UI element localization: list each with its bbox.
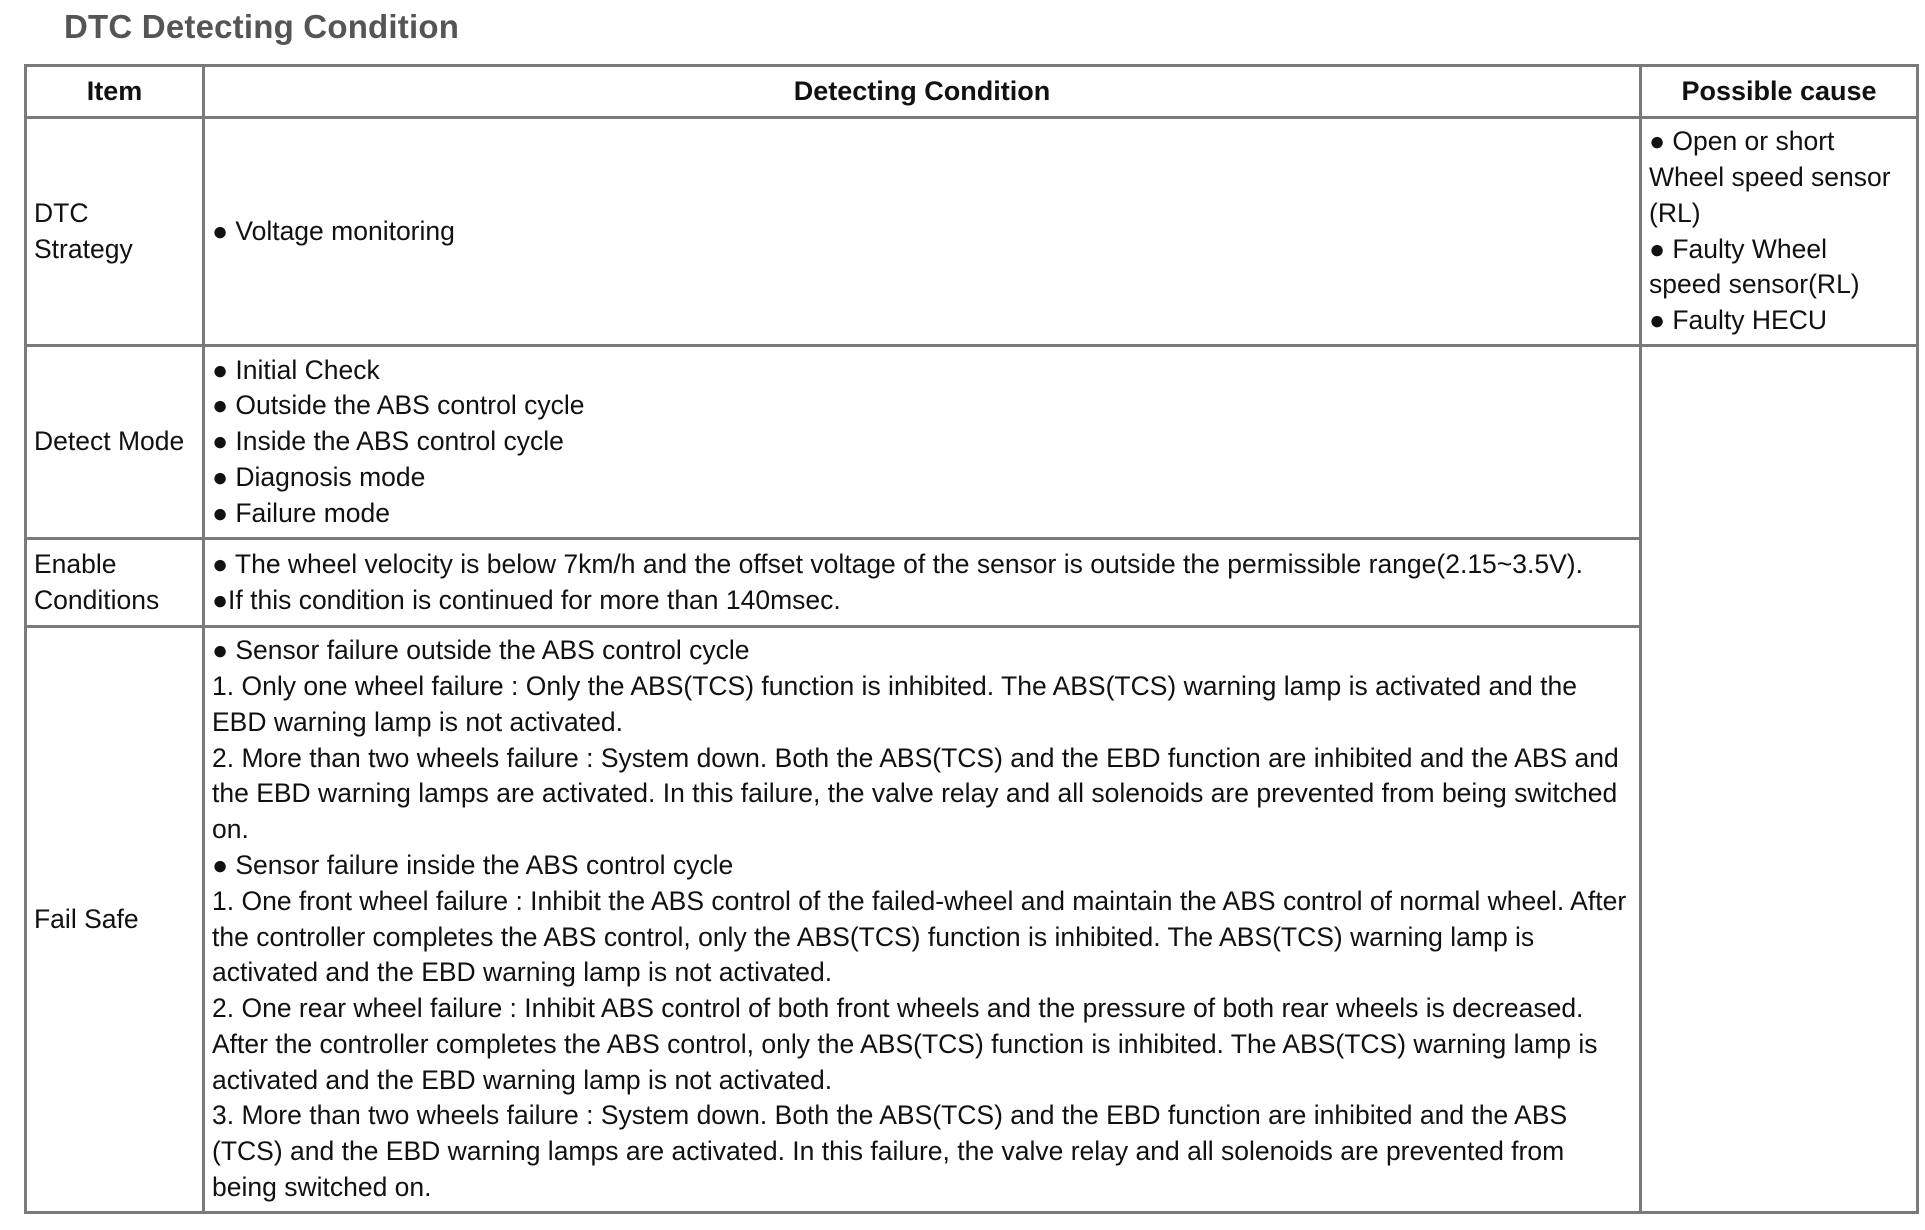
fail-safe-paragraph: 2. One rear wheel failure : Inhibit ABS control of both front wheels and the pressure of both rear wheels is decreased. After the controller completes the ABS control, only the ABS(TCS) function is inhibited. The ABS(TCS) warning lamp is activated and the EBD warning lamp is not activated. <box>212 993 1598 1095</box>
condition-bullet: ● Failure mode <box>212 497 391 528</box>
table-row-detect-mode <box>26 346 1918 539</box>
cause-line: (RL) <box>1649 197 1701 228</box>
fail-safe-paragraph: 1. Only one wheel failure : Only the ABS(TCS) function is inhibited. The ABS(TCS) warning lamp is activated and the EBD warning lamp is not activated. <box>212 670 1577 737</box>
item-label-line: Conditions <box>34 584 160 615</box>
condition-bullet: ● The wheel velocity is below 7km/h and the offset voltage of the sensor is outside the permissible range(2.15~3.5V). <box>212 548 1583 579</box>
possible-cause-empty-cell <box>1641 346 1918 1213</box>
fail-safe-paragraph: 1. One front wheel failure : Inhibit the ABS control of the failed-wheel and maintain the ABS control of normal wheel. After the controller completes the ABS control, only the ABS(TCS) function is inhibited. The ABS(TCS) warning lamp is activated and the EBD warning lamp is not activated. <box>212 885 1627 988</box>
header-possible-cause: Possible cause <box>1641 66 1918 118</box>
cause-line: ● Open or short <box>1649 126 1835 157</box>
cause-line: ● Faulty Wheel <box>1649 233 1828 264</box>
condition-bullet: ● Voltage monitoring <box>212 215 455 246</box>
item-cell-dtc-strategy <box>26 118 204 346</box>
dtc-condition-table <box>24 64 1919 1214</box>
condition-cell-dtc-strategy <box>204 118 1641 346</box>
condition-cell-detect-mode <box>204 346 1641 539</box>
item-label-line: Strategy <box>34 233 133 264</box>
item-cell-fail-safe <box>26 627 204 1213</box>
fail-safe-paragraph: ● Sensor failure outside the ABS control cycle <box>212 635 750 666</box>
item-label-line: Enable <box>34 548 117 579</box>
table-row-enable-conditions <box>26 539 1918 627</box>
item-label-line: DTC <box>34 197 89 228</box>
possible-cause-cell <box>1641 118 1918 346</box>
page-title: DTC Detecting Condition <box>64 8 460 45</box>
condition-cell-fail-safe <box>204 627 1641 1213</box>
item-cell-detect-mode <box>26 346 204 539</box>
cause-line: speed sensor(RL) <box>1649 269 1860 300</box>
cause-line: ● Faulty HECU <box>1649 305 1827 336</box>
item-label-line: Fail Safe <box>34 903 139 934</box>
fail-safe-paragraph: 2. More than two wheels failure : System down. Both the ABS(TCS) and the EBD function are inhibited and the ABS and the EBD warning lamps are activated. In this failure, the valve relay and all solenoids are prevented from being switched on. <box>212 742 1619 845</box>
condition-cell-enable-conditions <box>204 539 1641 627</box>
header-detecting-condition: Detecting Condition <box>204 66 1641 118</box>
fail-safe-paragraph: 3. More than two wheels failure : System down. Both the ABS(TCS) and the EBD function are inhibited and the ABS (TCS) and the EBD warning lamps are activated. In this failure, the valve relay and all solenoids are prevented from being switched on. <box>212 1100 1568 1203</box>
condition-bullet: ● Inside the ABS control cycle <box>212 426 564 457</box>
cause-line: Wheel speed sensor <box>1649 161 1891 192</box>
header-item: Item <box>26 66 204 118</box>
table-row-dtc-strategy <box>26 118 1918 346</box>
item-cell-enable-conditions <box>26 539 204 627</box>
table-header-row <box>26 66 1918 118</box>
fail-safe-paragraph: ● Sensor failure inside the ABS control cycle <box>212 849 734 880</box>
item-label-line: Detect Mode <box>34 426 185 457</box>
condition-bullet: ● Diagnosis mode <box>212 461 426 492</box>
table-row-fail-safe <box>26 627 1918 1213</box>
condition-bullet: ●If this condition is continued for more than 140msec. <box>212 584 841 615</box>
condition-bullet: ● Outside the ABS control cycle <box>212 390 585 421</box>
condition-bullet: ● Initial Check <box>212 354 380 385</box>
